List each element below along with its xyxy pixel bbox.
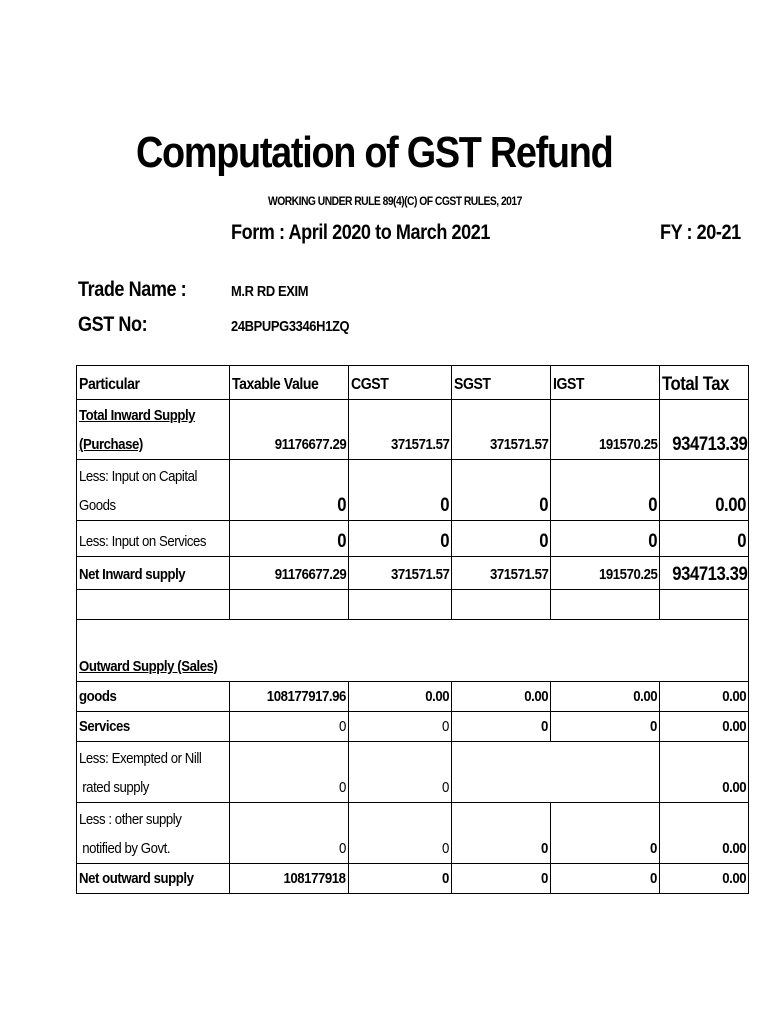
exempted-igst — [551, 742, 660, 803]
total-inward-taxable: 91176677.29 — [230, 400, 349, 460]
input-services-cgst: 0 — [349, 521, 452, 557]
exempted-taxable: 0 — [230, 742, 349, 803]
net-inward-taxable: 91176677.29 — [230, 557, 349, 590]
table-row — [77, 803, 749, 864]
exempted-label: Less: Exempted or Nill rated supply — [77, 742, 230, 803]
capital-goods-cgst: 0 — [349, 460, 452, 521]
exempted-total-tax: 0.00 — [660, 742, 749, 803]
total-inward-total-tax: 934713.39 — [660, 400, 749, 460]
input-services-label: Less: Input on Services — [77, 521, 230, 557]
table-row — [77, 460, 749, 521]
input-services-total-tax: 0 — [660, 521, 749, 557]
net-outward-igst: 0 — [551, 864, 660, 894]
fiscal-year-label: FY : 20-21 — [660, 221, 741, 244]
table-row — [77, 742, 749, 803]
capital-goods-sgst: 0 — [452, 460, 551, 521]
net-outward-taxable: 108177918 — [230, 864, 349, 894]
period-label: Form : April 2020 to March 2021 — [231, 221, 491, 244]
header-sgst: SGST — [452, 366, 551, 400]
capital-goods-label: Less: Input on Capital Goods — [77, 460, 230, 521]
net-outward-cgst: 0 — [349, 864, 452, 894]
other-supply-sgst: 0 — [452, 803, 551, 864]
outward-heading: Outward Supply (Sales) — [77, 620, 749, 682]
services-taxable: 0 — [230, 712, 349, 742]
net-outward-total-tax: 0.00 — [660, 864, 749, 894]
table-row — [77, 400, 749, 460]
table-row — [77, 864, 749, 894]
services-sgst: 0 — [452, 712, 551, 742]
goods-taxable: 108177917.96 — [230, 682, 349, 712]
gst-refund-table — [76, 365, 749, 894]
header-particular: Particular — [77, 366, 230, 400]
other-supply-cgst: 0 — [349, 803, 452, 864]
header-igst: IGST — [551, 366, 660, 400]
goods-cgst: 0.00 — [349, 682, 452, 712]
goods-label: goods — [77, 682, 230, 712]
services-total-tax: 0.00 — [660, 712, 749, 742]
table-row — [77, 557, 749, 590]
page-title: Computation of GST Refund — [136, 128, 613, 177]
other-supply-igst: 0 — [551, 803, 660, 864]
outward-heading-row — [77, 620, 749, 682]
other-supply-total-tax: 0.00 — [660, 803, 749, 864]
header-total-tax: Total Tax — [660, 366, 749, 400]
total-inward-igst: 191570.25 — [551, 400, 660, 460]
total-inward-cgst: 371571.57 — [349, 400, 452, 460]
input-services-igst: 0 — [551, 521, 660, 557]
total-inward-sgst: 371571.57 — [452, 400, 551, 460]
net-outward-label: Net outward supply — [77, 864, 230, 894]
table-row — [77, 712, 749, 742]
gst-no-label: GST No: — [78, 313, 148, 336]
header-cgst: CGST — [349, 366, 452, 400]
goods-igst: 0.00 — [551, 682, 660, 712]
table-header-row — [77, 366, 749, 400]
gst-no-value: 24BPUPG3346H1ZQ — [231, 318, 350, 335]
header-taxable-value: Taxable Value — [230, 366, 349, 400]
other-supply-label: Less : other supply notified by Govt. — [77, 803, 230, 864]
trade-name-value: M.R RD EXIM — [231, 283, 309, 300]
input-services-taxable: 0 — [230, 521, 349, 557]
trade-name-label: Trade Name : — [78, 278, 187, 301]
rule-subtitle: WORKING UNDER RULE 89(4)(C) OF CGST RULES, 2017 — [268, 194, 522, 208]
table-row — [77, 521, 749, 557]
net-inward-cgst: 371571.57 — [349, 557, 452, 590]
net-inward-total-tax: 934713.39 — [660, 557, 749, 590]
exempted-cgst: 0 — [349, 742, 452, 803]
net-inward-label: Net Inward supply — [77, 557, 230, 590]
goods-sgst: 0.00 — [452, 682, 551, 712]
net-inward-igst: 191570.25 — [551, 557, 660, 590]
input-services-sgst: 0 — [452, 521, 551, 557]
exempted-sgst — [452, 742, 551, 803]
table-row — [77, 682, 749, 712]
services-cgst: 0 — [349, 712, 452, 742]
capital-goods-taxable: 0 — [230, 460, 349, 521]
other-supply-taxable: 0 — [230, 803, 349, 864]
net-inward-sgst: 371571.57 — [452, 557, 551, 590]
total-inward-label: Total Inward Supply (Purchase) — [77, 400, 230, 460]
goods-total-tax: 0.00 — [660, 682, 749, 712]
services-label: Services — [77, 712, 230, 742]
capital-goods-igst: 0 — [551, 460, 660, 521]
services-igst: 0 — [551, 712, 660, 742]
empty-row — [77, 590, 749, 620]
capital-goods-total-tax: 0.00 — [660, 460, 749, 521]
net-outward-sgst: 0 — [452, 864, 551, 894]
